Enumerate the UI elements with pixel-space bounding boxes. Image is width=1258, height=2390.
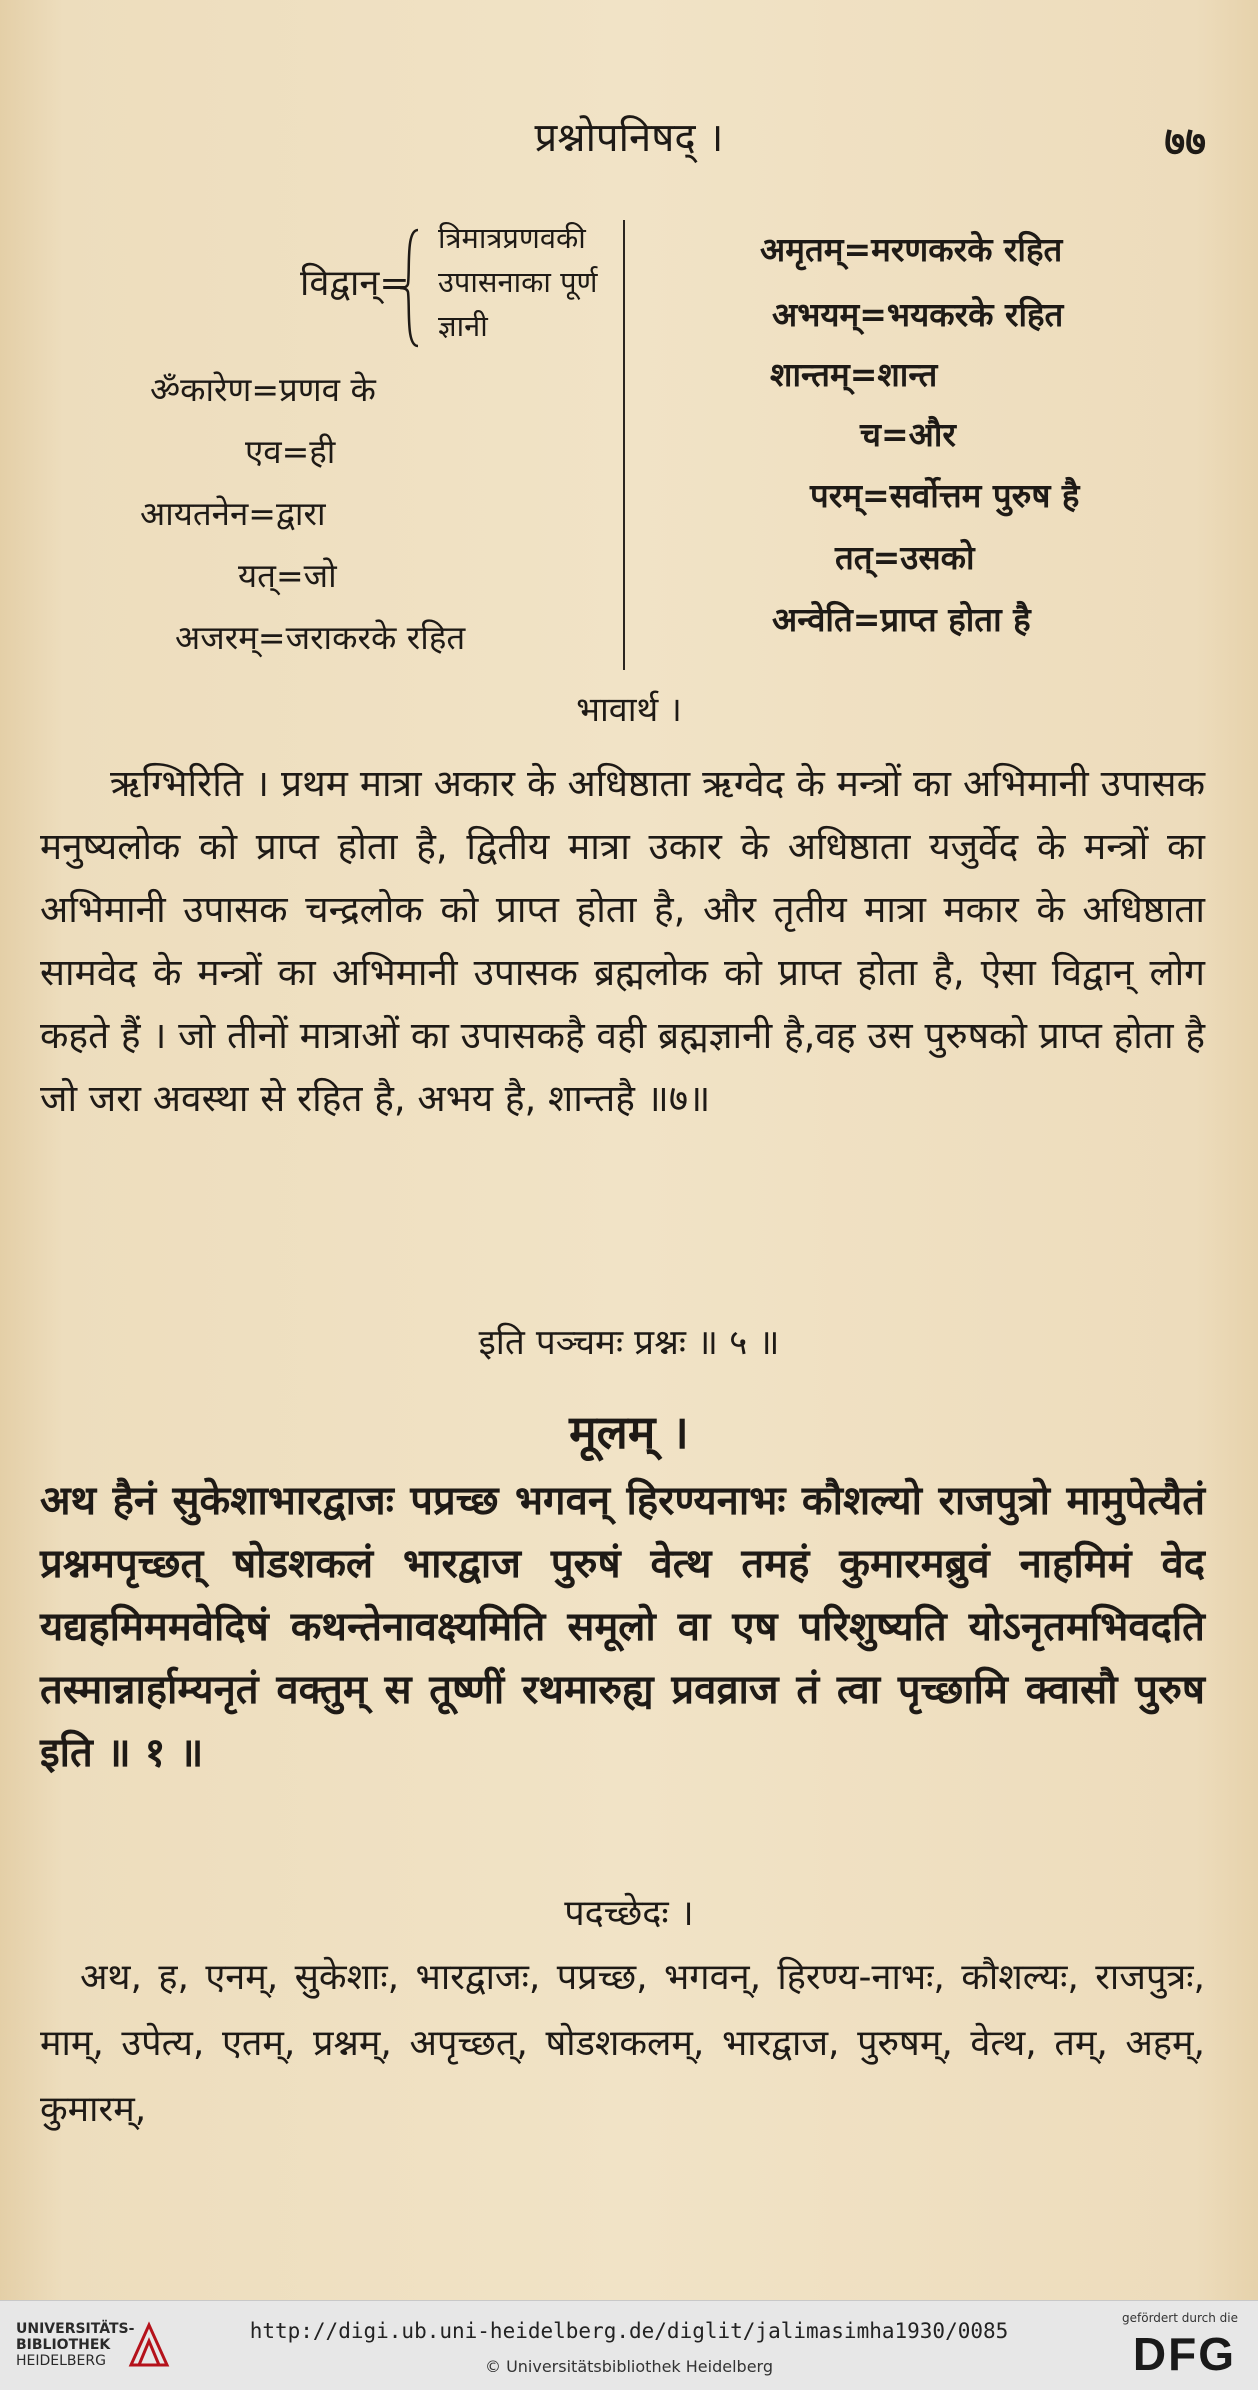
vidvan-line: ज्ञानी	[438, 309, 488, 343]
vidvan-line: त्रिमात्रप्रणवकी	[438, 221, 586, 255]
chapter-end-line: इति पञ्चमः प्रश्नः ॥ ५ ॥	[478, 1323, 780, 1363]
gloss-line: च=और	[860, 415, 956, 454]
permalink-url[interactable]: http://digi.ub.uni-heidelberg.de/diglit/jalimasimha1930/0085	[249, 2319, 1009, 2343]
vidvan-line: उपासनाका पूर्ण	[438, 265, 598, 299]
column-divider	[623, 220, 625, 670]
bhavartha-paragraph: ऋग्भिरिति । प्रथम मात्रा अकार के अधिष्ठाता ऋग्वेद के मन्त्रों का अभिमानी उपासक मनुष्यलोक को प्राप्त होता है, द्वितीय मात्रा उकार के अधिष्ठाता यजुर्वेद के मन्त्रों का अभिमानी उपासक चन्द्रलोक को प्राप्त होता है, और तृतीय मात्रा मकार के अधिष्ठाता सामवेद के मन्त्रों का अभिमानी उपासक ब्रह्मलोक को प्राप्त होता है, ऐसा विद्वान् लोग कहते हैं । जो तीनों मात्राओं का उपासकहै वही ब्रह्मज्ञानी है,वह उस पुरुषको प्राप्त होता है जो जरा अवस्था से रहित है, अभय है, शान्तहै ॥७॥	[40, 762, 1205, 1120]
viewer-footer	[0, 2300, 1258, 2390]
bhavartha-heading: भावार्थ ।	[576, 690, 682, 730]
library-name: UNIVERSITÄTS-	[16, 2321, 135, 2337]
gloss-left-column	[120, 210, 620, 670]
funding-note: gefördert durch die	[1122, 2311, 1238, 2325]
vidvan-word: विद्वान्=	[300, 263, 410, 304]
mulam-verse: अथ हैनं सुकेशाभारद्वाजः पप्रच्छ भगवन् हिरण्यनाभः कौशल्यो राजपुत्रो मामुपेत्यैतं प्रश्नमपृच्छत् षोडशकलं भारद्वाज पुरुषं वेत्थ तमहं कुमारमब्रुवं नाहमिमं वेद यद्यहमिममवेदिषं कथन्तेनावक्ष्यमिति समूलो वा एष परिशुष्यति योऽनृतमभिवदति तस्मान्नार्हाम्यनृतं वक्तुम् स तूष्णीं रथमारुह्य प्रवव्राज तं त्वा पृच्छामि क्वासौ पुरुष इति ॥ १ ॥	[40, 1478, 1205, 1776]
vidvan-gloss	[180, 210, 640, 360]
gloss-line: तत्=उसको	[835, 538, 975, 577]
vidvan-meaning	[438, 216, 598, 348]
library-city: HEIDELBERG	[16, 2353, 106, 2369]
gloss-line: शान्तम्=शान्त	[770, 355, 938, 394]
padaccheda-paragraph: अथ, ह, एनम्, सुकेशाः, भारद्वाजः, पप्रच्छ, भगवन्, हिरण्य-नाभः, कौशल्यः, राजपुत्रः, माम्, उपेत्य, एतम्, प्रश्नम्, अपृच्छत्, षोडशकलम्, भारद्वाज, पुरुषम्, वेत्थ, तम्, अहम्, कुमारम्,	[40, 1957, 1205, 2130]
gloss-line: परम्=सर्वोत्तम पुरुष है	[810, 476, 1080, 515]
curly-brace-icon	[398, 228, 420, 348]
gloss-line: अमृतम्=मरणकरके रहित	[760, 230, 1063, 269]
gloss-line: अभयम्=भयकरके रहित	[772, 295, 1064, 334]
running-title: प्रश्नोपनिषद् ।	[534, 115, 724, 161]
padaccheda-heading: पदच्छेदः ।	[564, 1893, 694, 1934]
copyright-notice: © Universitätsbibliothek Heidelberg	[484, 2357, 773, 2376]
mulam-heading: मूलम् ।	[569, 1405, 689, 1459]
library-name-2: BIBLIOTHEK	[16, 2337, 111, 2353]
gloss-line: ॐकारेण=प्रणव के	[150, 370, 376, 409]
gloss-line: यत्=जो	[238, 556, 337, 595]
gloss-line: एव=ही	[245, 432, 336, 471]
gloss-line: आयतनेन=द्वारा	[140, 494, 326, 533]
gloss-line: अन्वेति=प्राप्त होता है	[772, 600, 1031, 639]
page-number: ७७	[1164, 119, 1206, 165]
gloss-line: अजरम्=जराकरके रहित	[175, 618, 466, 657]
dfg-logo[interactable]: DFG	[1132, 2328, 1236, 2380]
